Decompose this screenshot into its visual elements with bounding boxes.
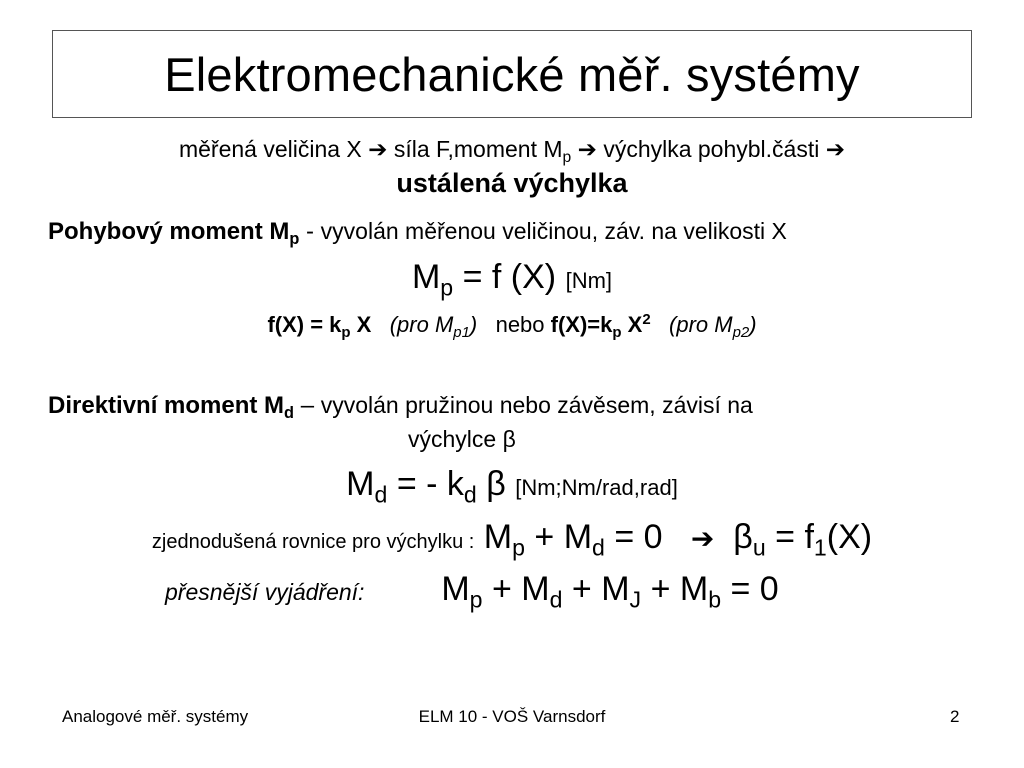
prec-p1: + M <box>491 570 550 608</box>
eq2-f2-x: X <box>627 312 643 337</box>
eq2-pro2-sub: p2 <box>732 323 750 341</box>
prec-m2-sub: d <box>549 586 563 613</box>
simplified-equation <box>0 518 1024 561</box>
equation-md <box>0 465 1024 508</box>
simp-f: = f <box>775 518 814 556</box>
simp-m1: M <box>483 518 513 556</box>
eq1-rhs: = f (X) <box>462 258 557 296</box>
arrow-icon: ➔ <box>368 137 388 163</box>
eq3-unit: [Nm;Nm/rad,rad] <box>515 475 678 500</box>
eq2-f1: f(X) = k <box>267 312 342 337</box>
footer-left: Analogové měř. systémy <box>62 707 249 726</box>
simp-m2-sub: d <box>592 534 605 561</box>
arrow-icon: ➔ <box>690 522 715 555</box>
simp-m1-sub: p <box>512 534 525 561</box>
eq1-lhs-sub: p <box>440 274 454 301</box>
eq2-pro1: (pro M <box>389 312 454 337</box>
eq2-pro1-end: ) <box>469 312 478 337</box>
equation-mp <box>0 258 1024 301</box>
eq2-pro2-end: ) <box>749 312 757 337</box>
directive-moment-text: vyvolán pružinou nebo závěsem, závisí na <box>320 392 753 418</box>
motion-moment-label: Pohybový moment M <box>48 218 290 245</box>
prec-m1: M <box>441 570 470 608</box>
prec-eq: = 0 <box>730 570 779 608</box>
eq2-pro2: (pro M <box>669 312 733 337</box>
simp-eq: = 0 <box>614 518 663 556</box>
eq1-unit: [Nm] <box>565 268 613 293</box>
eq3-mid: = - k <box>396 465 464 503</box>
arrow-icon: ➔ <box>825 137 846 163</box>
motion-moment-sub: p <box>289 230 300 249</box>
motion-moment-text: vyvolán měřenou veličinou, záv. na velikosti X <box>320 218 787 244</box>
eq2-nebo: nebo <box>495 312 545 337</box>
directive-moment-line <box>48 392 753 423</box>
directive-moment-dash: – <box>300 392 315 419</box>
flow-deflection: výchylka pohybl.části <box>603 136 820 162</box>
eq3-m: M <box>346 465 375 503</box>
eq3-k-sub: d <box>463 481 477 508</box>
simp-beta: β <box>733 518 753 556</box>
simp-f-sub: 1 <box>813 534 827 561</box>
eq2-f1-sub: p <box>341 323 351 341</box>
slide-title: Elektromechanické měř. systémy <box>164 47 860 101</box>
eq2-f2: f(X)=k <box>550 312 613 337</box>
footer-center: ELM 10 - VOŠ Varnsdorf <box>418 707 606 726</box>
eq2-f1-x: X <box>356 312 372 337</box>
flow-force: síla F,moment M <box>393 136 563 162</box>
flow-measured: měřená veličina X <box>178 136 362 162</box>
arrow-icon: ➔ <box>577 137 597 163</box>
precise-label: přesnější vyjádření: <box>165 579 365 605</box>
page-number: 2 <box>950 707 960 726</box>
simplified-label: zjednodušená rovnice pro výchylku : <box>151 531 475 553</box>
eq2-f2-sub: p <box>612 323 622 341</box>
eq2-f2-sup: 2 <box>642 310 651 328</box>
flow-force-sub: p <box>562 149 572 166</box>
flow-line <box>0 136 1024 166</box>
prec-p2: + M <box>571 570 630 608</box>
prec-m3-sub: J <box>629 586 642 613</box>
precise-equation <box>165 570 779 613</box>
title-box <box>52 30 972 118</box>
eq1-lhs: M <box>411 258 441 296</box>
simp-plus: + M <box>534 518 593 556</box>
directive-moment-sub: d <box>284 404 295 423</box>
motion-moment-line <box>48 218 787 249</box>
directive-moment-text2: výchylce β <box>408 426 516 452</box>
eq2-pro1-sub: p1 <box>453 323 470 341</box>
steady-deflection: ustálená výchylka <box>396 168 628 198</box>
simp-beta-sub: u <box>752 534 766 561</box>
prec-p3: + M <box>650 570 709 608</box>
eq3-beta: β <box>486 465 506 503</box>
prec-m1-sub: p <box>469 586 483 613</box>
equation-fx <box>0 310 1024 341</box>
eq3-m-sub: d <box>374 481 388 508</box>
motion-moment-dash: - <box>306 218 314 245</box>
simp-fx: (X) <box>826 518 873 556</box>
prec-m4-sub: b <box>708 586 722 613</box>
directive-moment-label: Direktivní moment M <box>48 392 285 419</box>
